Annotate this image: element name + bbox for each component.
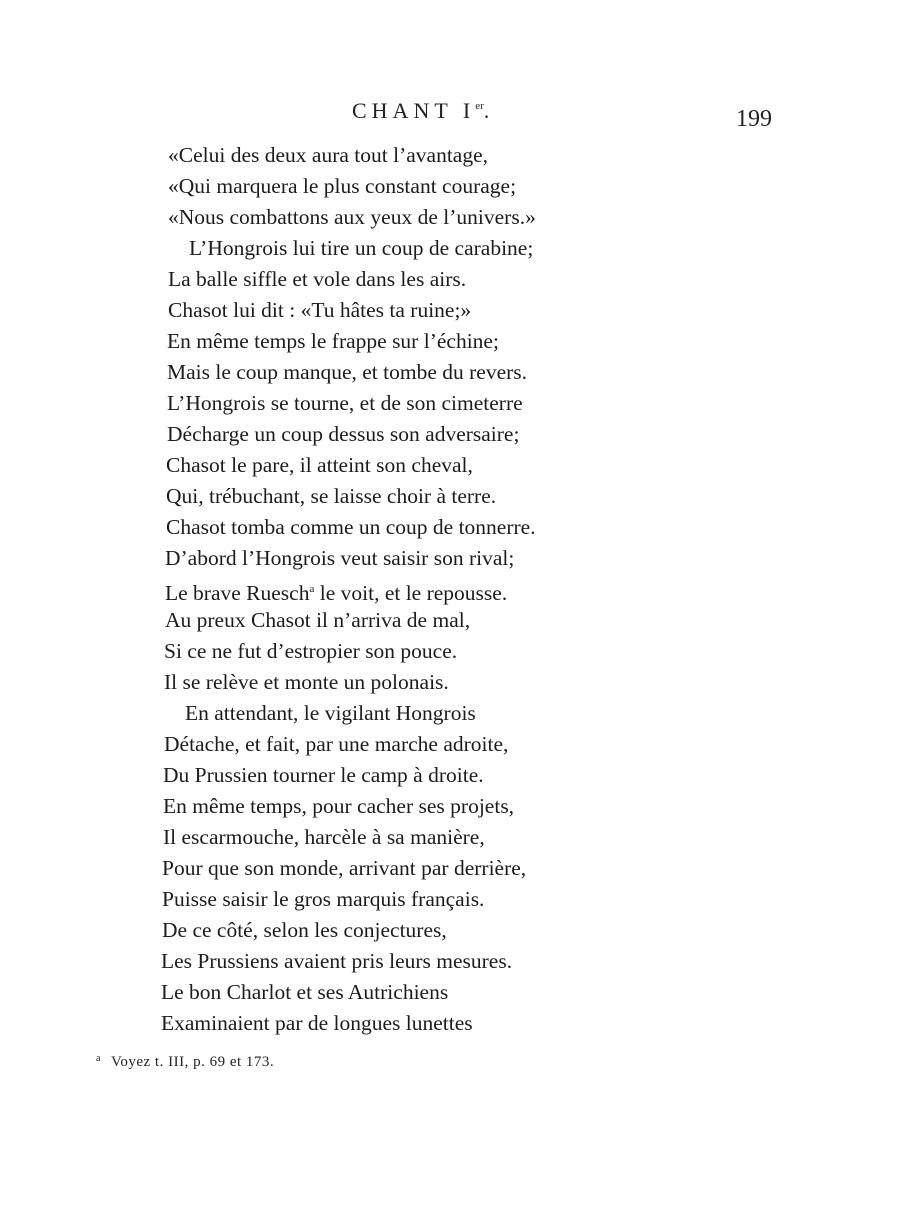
verse-line: Mais le coup manque, et tombe du revers.	[167, 360, 528, 384]
verse-line: L’Hongrois se tourne, et de son cimeterre	[167, 391, 523, 415]
verse-line: Chasot tomba comme un coup de tonnerre.	[166, 515, 536, 539]
verse-line: Détache, et fait, par une marche adroite,	[164, 732, 509, 756]
verse-line: «Celui des deux aura tout l’avantage,	[168, 143, 489, 167]
running-head-superscript: er	[475, 100, 484, 112]
verse-line: Chasot lui dit : «Tu hâtes ta ruine;»	[168, 298, 472, 322]
verse-line-text-rest: le voit, et le repousse.	[314, 581, 508, 605]
verse-line: «Nous combattons aux yeux de l’univers.»	[168, 205, 536, 229]
verse-line: Si ce ne fut d’estropier son pouce.	[164, 639, 458, 663]
footnote-text: Voyez t. III, p. 69 et 173.	[110, 1054, 275, 1070]
footnote-reference-mark: a	[309, 583, 315, 595]
verse-line: Les Prussiens avaient pris leurs mesures.	[161, 949, 513, 973]
verse-line: L’Hongrois lui tire un coup de carabine;	[189, 236, 534, 260]
verse-line: De ce côté, selon les conjectures,	[162, 918, 447, 942]
verse-line: Chasot le pare, il atteint son cheval,	[166, 453, 473, 477]
page-number: 199	[736, 106, 772, 132]
verse-line: Au preux Chasot il n’arriva de mal,	[165, 608, 471, 632]
verse-line-text: Le brave Ruesch	[165, 581, 310, 605]
verse-line: D’abord l’Hongrois veut saisir son rival;	[165, 546, 515, 570]
verse-line: Pour que son monde, arrivant par derrière,	[162, 856, 527, 880]
verse-line: En attendant, le vigilant Hongrois	[185, 701, 476, 725]
verse-line: Puisse saisir le gros marquis français.	[162, 887, 485, 911]
verse-line: Décharge un coup dessus son adversaire;	[167, 422, 520, 446]
verse-line: Le bon Charlot et ses Autrichiens	[161, 980, 449, 1004]
running-head	[352, 98, 494, 124]
verse-line-with-note	[165, 574, 507, 605]
verse-line: La balle siffle et vole dans les airs.	[168, 267, 467, 291]
running-head-text: CHANT I	[352, 98, 476, 123]
verse-line: En même temps, pour cacher ses projets,	[163, 794, 515, 818]
verse-line: «Qui marquera le plus constant courage;	[168, 174, 517, 198]
verse-line: Examinaient par de longues lunettes	[161, 1011, 473, 1035]
footnote-mark: a	[96, 1053, 101, 1064]
running-head-period: .	[483, 98, 495, 123]
verse-line: Du Prussien tourner le camp à droite.	[163, 763, 484, 787]
verse-line: Qui, trébuchant, se laisse choir à terre.	[166, 484, 497, 508]
verse-line: En même temps le frappe sur l’échine;	[167, 329, 499, 353]
verse-line: Il se relève et monte un polonais.	[164, 670, 449, 694]
footnote	[96, 1053, 274, 1071]
verse-line: Il escarmouche, harcèle à sa manière,	[163, 825, 485, 849]
